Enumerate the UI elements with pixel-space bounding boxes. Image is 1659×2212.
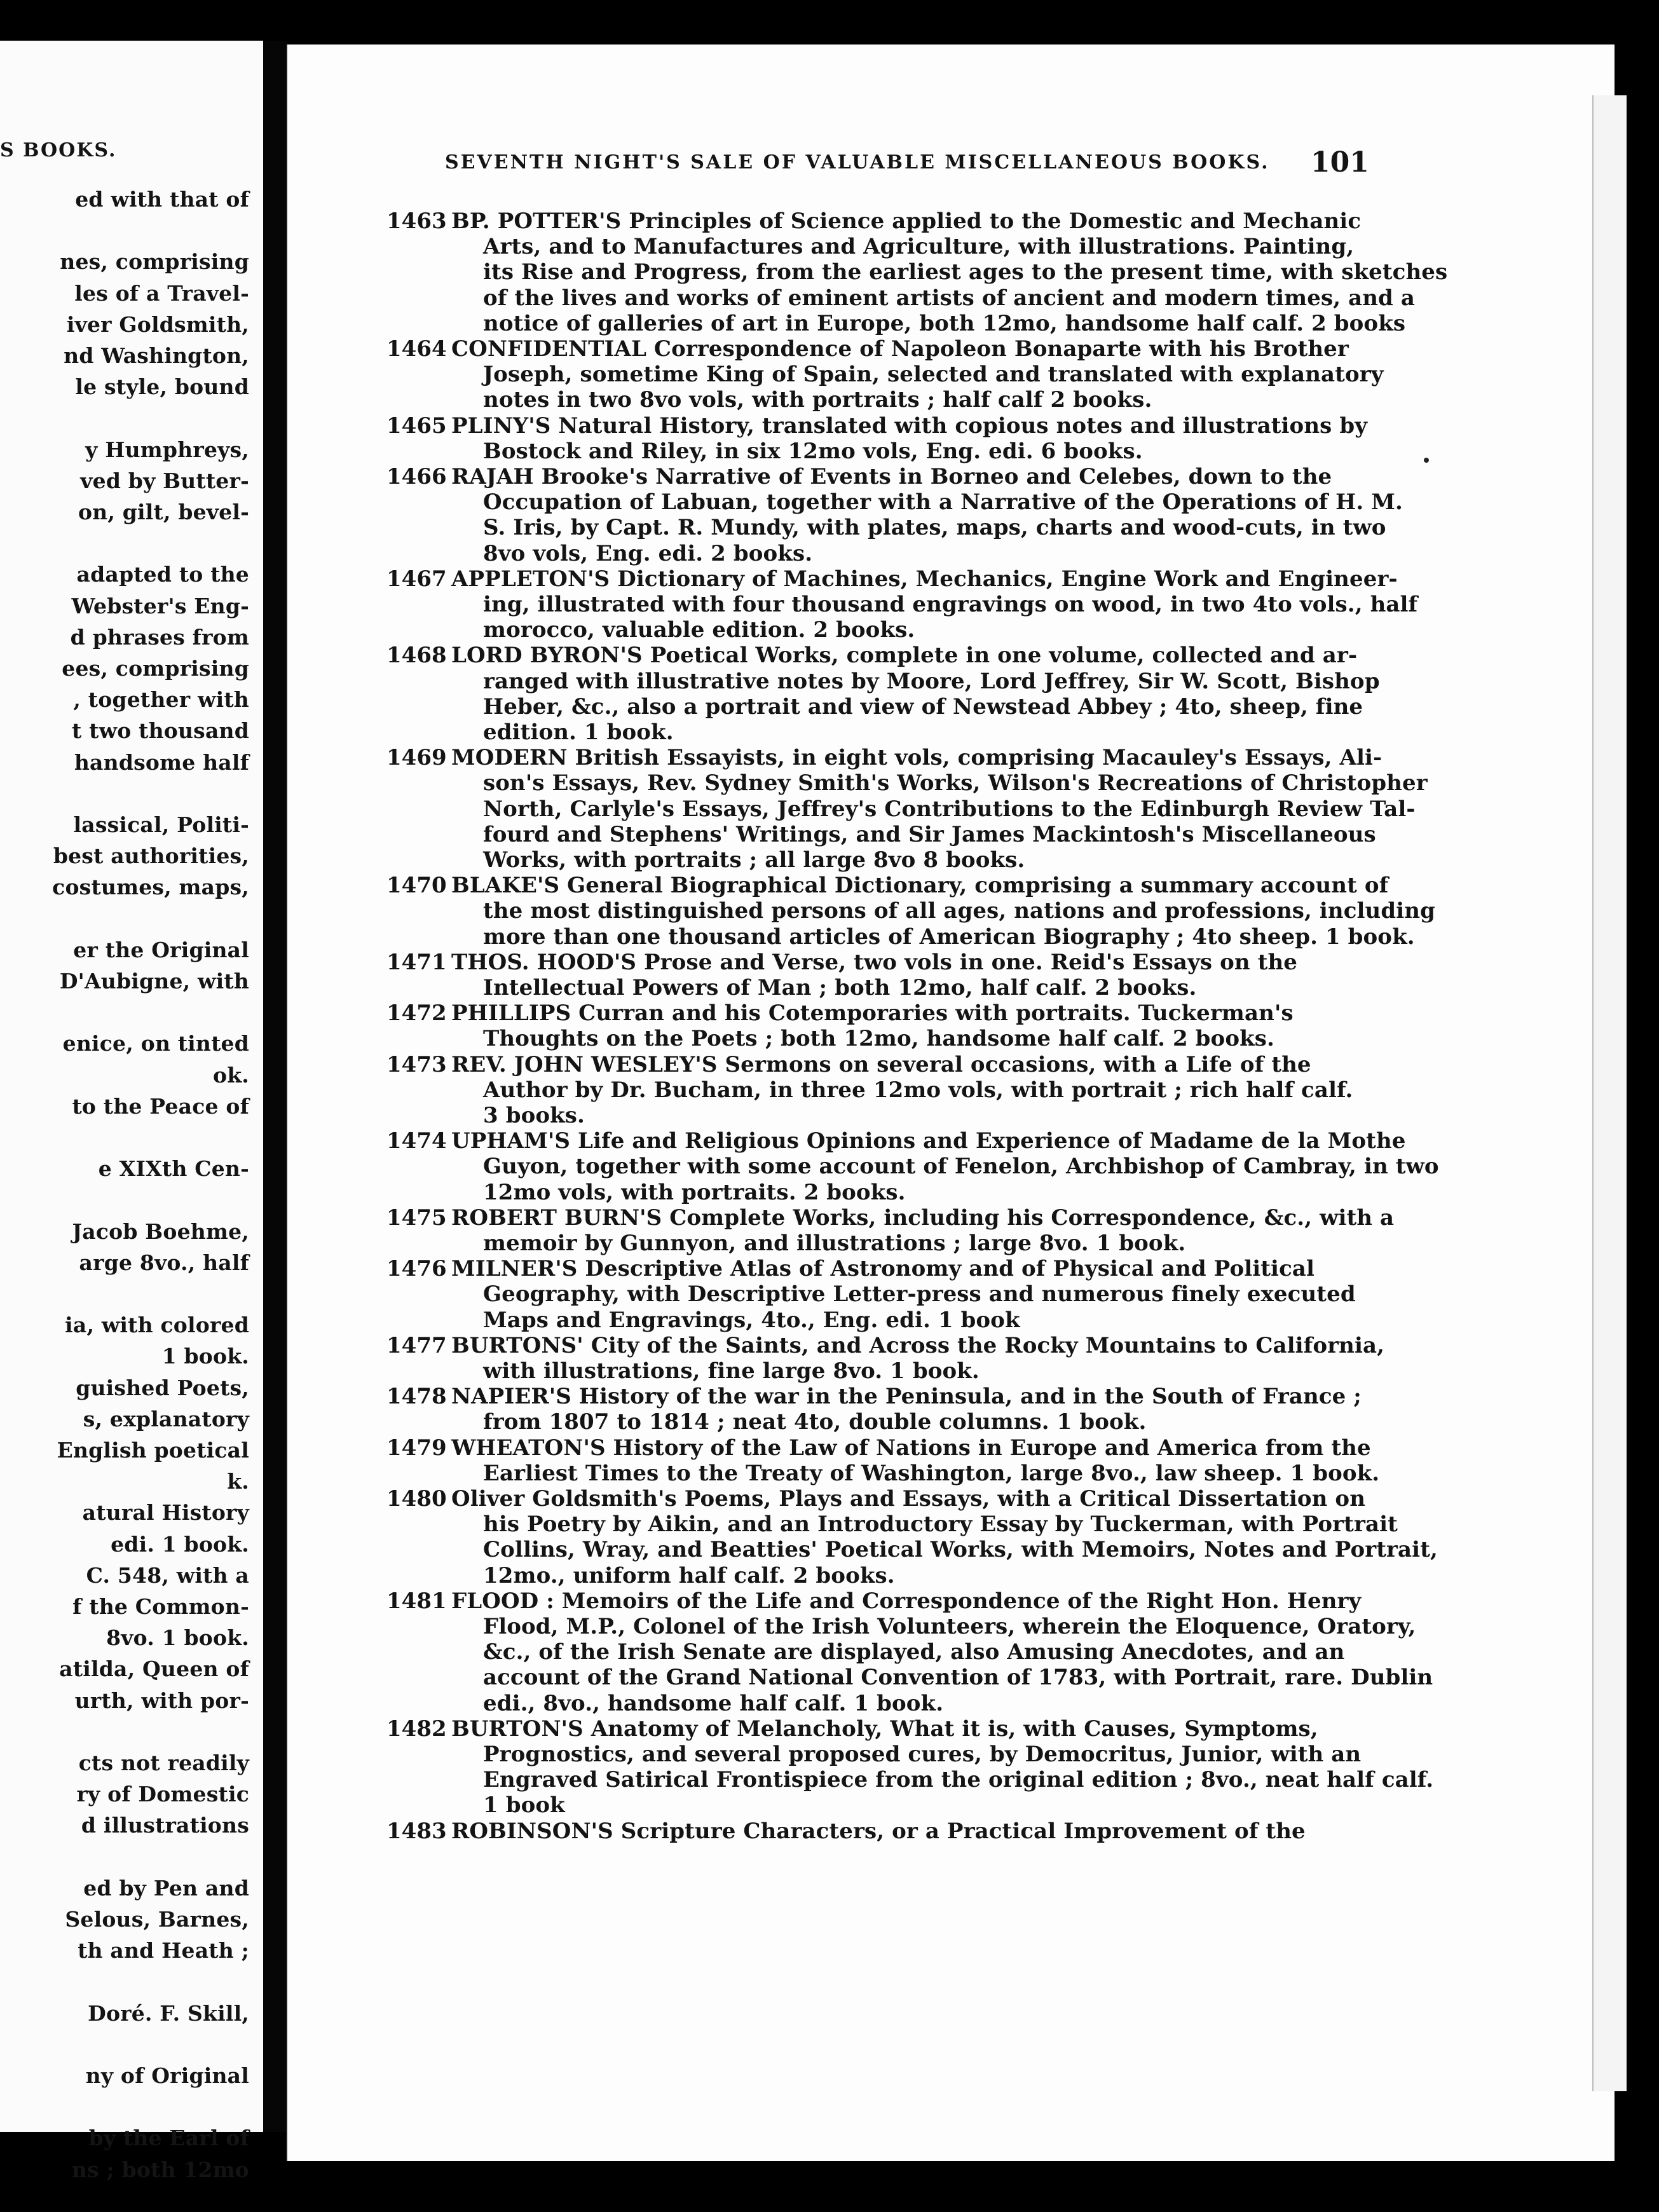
- left-page-line: d illustrations: [81, 1813, 249, 1838]
- lot-title-line: CONFIDENTIAL Correspondence of Napoleon Bonaparte with his Brother: [451, 336, 1349, 362]
- left-page-line: edi. 1 book.: [111, 1531, 249, 1557]
- lot-description-line: Flood, M.P., Colonel of the Irish Volunteers, wherein the Eloquence, Oratory,: [483, 1614, 1416, 1639]
- lot-description-line: 3 books.: [483, 1103, 585, 1128]
- left-page-line: ok.: [213, 1062, 249, 1088]
- lot-description-line: morocco, valuable edition. 2 books.: [483, 617, 915, 643]
- left-page-line: Jacob Boehme,: [72, 1219, 249, 1244]
- left-page-line: k.: [227, 1469, 249, 1494]
- lot-description-line: edi., 8vo., handsome half calf. 1 book.: [483, 1690, 944, 1716]
- lot-description-line: Heber, &c., also a portrait and view of Newstead Abbey ; 4to, sheep, fine: [483, 693, 1363, 720]
- left-page-line: English poetical: [57, 1438, 249, 1463]
- lot-description-line: &c., of the Irish Senate are displayed, also Amusing Anecdotes, and an: [483, 1639, 1345, 1665]
- lot-title-line: APPLETON'S Dictionary of Machines, Mechanics, Engine Work and Engineer-: [451, 566, 1398, 592]
- left-page-line: , together with: [73, 687, 249, 713]
- lot-description-line: edition. 1 book.: [483, 720, 674, 745]
- lot-description-line: the most distinguished persons of all ages, nations and professions, including: [483, 898, 1435, 924]
- lot-number: 1466: [386, 464, 447, 489]
- left-page-line: nes, comprising: [60, 249, 249, 275]
- lot-description-line: 8vo vols, Eng. edi. 2 books.: [483, 540, 813, 566]
- left-page-line: on, gilt, bevel-: [78, 500, 249, 524]
- print-speck: [1424, 458, 1429, 463]
- lot-description-line: notice of galleries of art in Europe, both 12mo, handsome half calf. 2 books: [483, 310, 1406, 336]
- lot-number: 1468: [386, 643, 447, 669]
- lot-title-line: LORD BYRON'S Poetical Works, complete in one volume, collected and ar-: [451, 643, 1358, 669]
- left-page-line: atural History: [82, 1500, 249, 1526]
- lot-description-line: Earliest Times to the Treaty of Washington, large 8vo., law sheep. 1 book.: [483, 1460, 1380, 1486]
- lot-description-line: Thoughts on the Poets ; both 12mo, handsome half calf. 2 books.: [483, 1026, 1274, 1052]
- left-page-line: le style, bound: [75, 374, 249, 400]
- left-page-line: costumes, maps,: [52, 875, 249, 900]
- left-page-line: t two thousand: [72, 718, 249, 744]
- left-page-line: urth, with por-: [74, 1688, 249, 1713]
- left-page-line: best authorities,: [53, 843, 249, 869]
- left-page-line: y Humphreys,: [85, 437, 249, 462]
- left-page-line: ny of Original: [85, 2063, 249, 2088]
- left-page-line: e XIXth Cen-: [98, 1156, 249, 1182]
- left-page-line: ia, with colored: [65, 1313, 249, 1338]
- left-page-line: lassical, Politi-: [73, 812, 249, 837]
- lot-description-line: from 1807 to 1814 ; neat 4to, double columns. 1 book.: [483, 1409, 1147, 1435]
- lot-title-line: BLAKE'S General Biographical Dictionary, comprising a summary account of: [451, 873, 1389, 899]
- lot-title-line: NAPIER'S History of the war in the Peninsula, and in the South of France ;: [451, 1384, 1362, 1410]
- left-facing-page: [0, 41, 263, 2182]
- left-page-line: th and Heath ;: [78, 1938, 249, 1963]
- lot-title-line: RAJAH Brooke's Narrative of Events in Borneo and Celebes, down to the: [451, 464, 1332, 489]
- lot-number: 1477: [386, 1332, 447, 1358]
- lot-title-line: ROBINSON'S Scripture Characters, or a Practical Improvement of the: [451, 1818, 1306, 1844]
- left-page-line: ed with that of: [75, 187, 249, 212]
- lot-title-line: THOS. HOOD'S Prose and Verse, two vols in one. Reid's Essays on the: [451, 949, 1297, 975]
- lot-number: 1470: [386, 873, 447, 899]
- left-page-line: iver Goldsmith,: [66, 311, 249, 337]
- left-page-line: 8vo. 1 book.: [106, 1625, 249, 1651]
- lot-description-line: Guyon, together with some account of Fenelon, Archbishop of Cambray, in two: [483, 1154, 1439, 1180]
- left-page-line: by the Earl of: [88, 2126, 249, 2151]
- lot-description-line: Author by Dr. Bucham, in three 12mo vols, with portrait ; rich half calf.: [483, 1077, 1353, 1103]
- lot-number: 1464: [386, 336, 447, 362]
- lot-title-line: MILNER'S Descriptive Atlas of Astronomy and of Physical and Political: [451, 1256, 1315, 1282]
- page-number: 101: [1311, 146, 1369, 179]
- lot-number: 1473: [386, 1051, 447, 1077]
- left-page-line: atilda, Queen of: [59, 1656, 249, 1682]
- lot-title-line: FLOOD : Memoirs of the Life and Correspondence of the Right Hon. Henry: [451, 1588, 1362, 1614]
- lot-description-line: son's Essays, Rev. Sydney Smith's Works, Wilson's Recreations of Christopher: [483, 770, 1428, 796]
- lot-description-line: 12mo., uniform half calf. 2 books.: [483, 1562, 895, 1588]
- left-page-line: C. 548, with a: [86, 1562, 249, 1588]
- lot-title-line: Oliver Goldsmith's Poems, Plays and Essays, with a Critical Dissertation on: [451, 1486, 1366, 1512]
- lot-description-line: Bostock and Riley, in six 12mo vols, Eng. edi. 6 books.: [483, 438, 1143, 464]
- lot-number: 1480: [386, 1486, 447, 1512]
- lot-description-line: Arts, and to Manufactures and Agriculture, with illustrations. Painting,: [483, 234, 1355, 260]
- lot-title-line: BP. POTTER'S Principles of Science applied to the Domestic and Mechanic: [451, 208, 1362, 234]
- lot-description-line: Maps and Engravings, 4to., Eng. edi. 1 book: [483, 1307, 1020, 1333]
- lot-description-line: memoir by Gunnyon, and illustrations ; large 8vo. 1 book.: [483, 1231, 1186, 1256]
- left-page-line: Doré. F. Skill,: [88, 2000, 249, 2026]
- lot-number: 1472: [386, 1000, 447, 1027]
- lot-number: 1474: [386, 1128, 447, 1154]
- lot-title-line: WHEATON'S History of the Law of Nations in Europe and America from the: [451, 1435, 1371, 1461]
- lot-number: 1465: [386, 413, 447, 439]
- lot-number: 1478: [386, 1384, 447, 1410]
- lot-number: 1483: [386, 1818, 447, 1844]
- page-edge-rule: [286, 44, 287, 2161]
- lot-number: 1469: [386, 745, 447, 771]
- page-gutter: [263, 41, 286, 2132]
- lot-number: 1476: [386, 1256, 447, 1282]
- lot-number: 1481: [386, 1588, 447, 1614]
- left-page-line: les of a Travel-: [74, 280, 249, 306]
- left-page-line: ees, comprising: [62, 656, 249, 681]
- left-page-line: d phrases from: [70, 624, 249, 650]
- lot-description-line: 1 book: [483, 1792, 565, 1819]
- lot-number: 1471: [386, 949, 447, 975]
- page-edge-strip: [1592, 95, 1627, 2091]
- lot-title-line: ROBERT BURN'S Complete Works, including his Correspondence, &c., with a: [451, 1205, 1395, 1231]
- lot-description-line: more than one thousand articles of American Biography ; 4to sheep. 1 book.: [483, 924, 1415, 950]
- left-page-line: ed by Pen and: [83, 1875, 249, 1901]
- left-page-line: f the Common-: [72, 1594, 249, 1619]
- left-page-line: handsome half: [74, 749, 249, 775]
- left-page-line: 1 book.: [161, 1344, 249, 1369]
- left-page-line: Webster's Eng-: [71, 593, 249, 618]
- left-page-line: D'Aubigne, with: [59, 969, 249, 993]
- left-page-header: S BOOKS.: [0, 139, 117, 161]
- lot-description-line: Geography, with Descriptive Letter-press and numerous finely executed: [483, 1281, 1356, 1307]
- lot-description-line: S. Iris, by Capt. R. Mundy, with plates, maps, charts and wood-cuts, in two: [483, 515, 1386, 541]
- lot-number: 1463: [386, 208, 447, 234]
- lot-description-line: Intellectual Powers of Man ; both 12mo, half calf. 2 books.: [483, 975, 1197, 1000]
- left-page-line: guished Poets,: [76, 1375, 249, 1400]
- lot-title-line: PHILLIPS Curran and his Cotemporaries with portraits. Tuckerman's: [451, 1000, 1294, 1027]
- left-page-text: [0, 41, 263, 2182]
- left-page-line: ved by Butter-: [80, 468, 249, 493]
- left-page-line: enice, on tinted: [62, 1031, 249, 1056]
- lot-description-line: Collins, Wray, and Beatties' Poetical Works, with Memoirs, Notes and Portrait,: [483, 1537, 1438, 1563]
- left-page-line: nd Washington,: [64, 343, 249, 368]
- lot-number: 1467: [386, 566, 447, 592]
- lot-description-line: of the lives and works of eminent artists of ancient and modern times, and a: [483, 285, 1415, 311]
- left-page-line: arge 8vo., half: [79, 1250, 249, 1275]
- lot-description-line: his Poetry by Aikin, and an Introductory Essay by Tuckerman, with Portrait: [483, 1512, 1398, 1538]
- lot-description-line: ing, illustrated with four thousand engravings on wood, in two 4to vols., half: [483, 592, 1418, 617]
- lot-description-line: 12mo vols, with portraits. 2 books.: [483, 1179, 906, 1205]
- left-page-line: adapted to the: [76, 562, 249, 587]
- lot-description-line: fourd and Stephens' Writings, and Sir James Mackintosh's Miscellaneous: [483, 821, 1376, 847]
- left-page-line: cts not readily: [78, 1751, 249, 1775]
- lot-title-line: MODERN British Essayists, in eight vols, comprising Macauley's Essays, Ali-: [451, 745, 1382, 771]
- left-page-line: ry of Domestic: [76, 1782, 249, 1807]
- lot-description-line: with illustrations, fine large 8vo. 1 book.: [483, 1358, 980, 1384]
- lot-description-line: Occupation of Labuan, together with a Narrative of the Operations of H. M.: [483, 489, 1403, 515]
- lot-title-line: UPHAM'S Life and Religious Opinions and Experience of Madame de la Mothe: [451, 1128, 1406, 1154]
- lot-description-line: ranged with illustrative notes by Moore, Lord Jeffrey, Sir W. Scott, Bishop: [483, 668, 1380, 694]
- left-page-line: s, explanatory: [83, 1406, 249, 1431]
- lot-description-line: Works, with portraits ; all large 8vo 8 books.: [483, 847, 1025, 873]
- lot-title-line: REV. JOHN WESLEY'S Sermons on several occasions, with a Life of the: [451, 1051, 1311, 1077]
- lot-title-line: PLINY'S Natural History, translated with copious notes and illustrations by: [451, 413, 1368, 439]
- left-page-line: ns ; both 12mo: [71, 2157, 249, 2182]
- right-page: [286, 44, 1615, 2161]
- lot-description-line: Engraved Satirical Frontispiece from the original edition ; 8vo., neat half calf.: [483, 1767, 1434, 1793]
- left-page-line: er the Original: [73, 937, 249, 962]
- lot-description-line: Prognostics, and several proposed cures, by Democritus, Junior, with an: [483, 1742, 1362, 1767]
- running-header: SEVENTH NIGHT'S SALE OF VALUABLE MISCELLANEOUS BOOKS.: [445, 151, 1270, 174]
- lot-description-line: notes in two 8vo vols, with portraits ; half calf 2 books.: [483, 387, 1152, 413]
- lot-description-line: account of the Grand National Convention of 1783, with Portrait, rare. Dublin: [483, 1665, 1433, 1691]
- lot-number: 1482: [386, 1716, 447, 1742]
- lot-description-line: North, Carlyle's Essays, Jeffrey's Contributions to the Edinburgh Review Tal-: [483, 796, 1416, 822]
- lot-description-line: its Rise and Progress, from the earliest ages to the present time, with sketches: [483, 259, 1448, 285]
- lot-title-line: BURTON'S Anatomy of Melancholy, What it is, with Causes, Symptoms,: [451, 1716, 1318, 1742]
- left-page-line: to the Peace of: [72, 1093, 249, 1119]
- lot-title-line: BURTONS' City of the Saints, and Across the Rocky Mountains to California,: [451, 1332, 1385, 1358]
- lot-description-line: Joseph, sometime King of Spain, selected and translated with explanatory: [483, 362, 1384, 388]
- lot-number: 1479: [386, 1435, 447, 1461]
- lot-number: 1475: [386, 1205, 447, 1231]
- left-page-line: Selous, Barnes,: [65, 1907, 249, 1932]
